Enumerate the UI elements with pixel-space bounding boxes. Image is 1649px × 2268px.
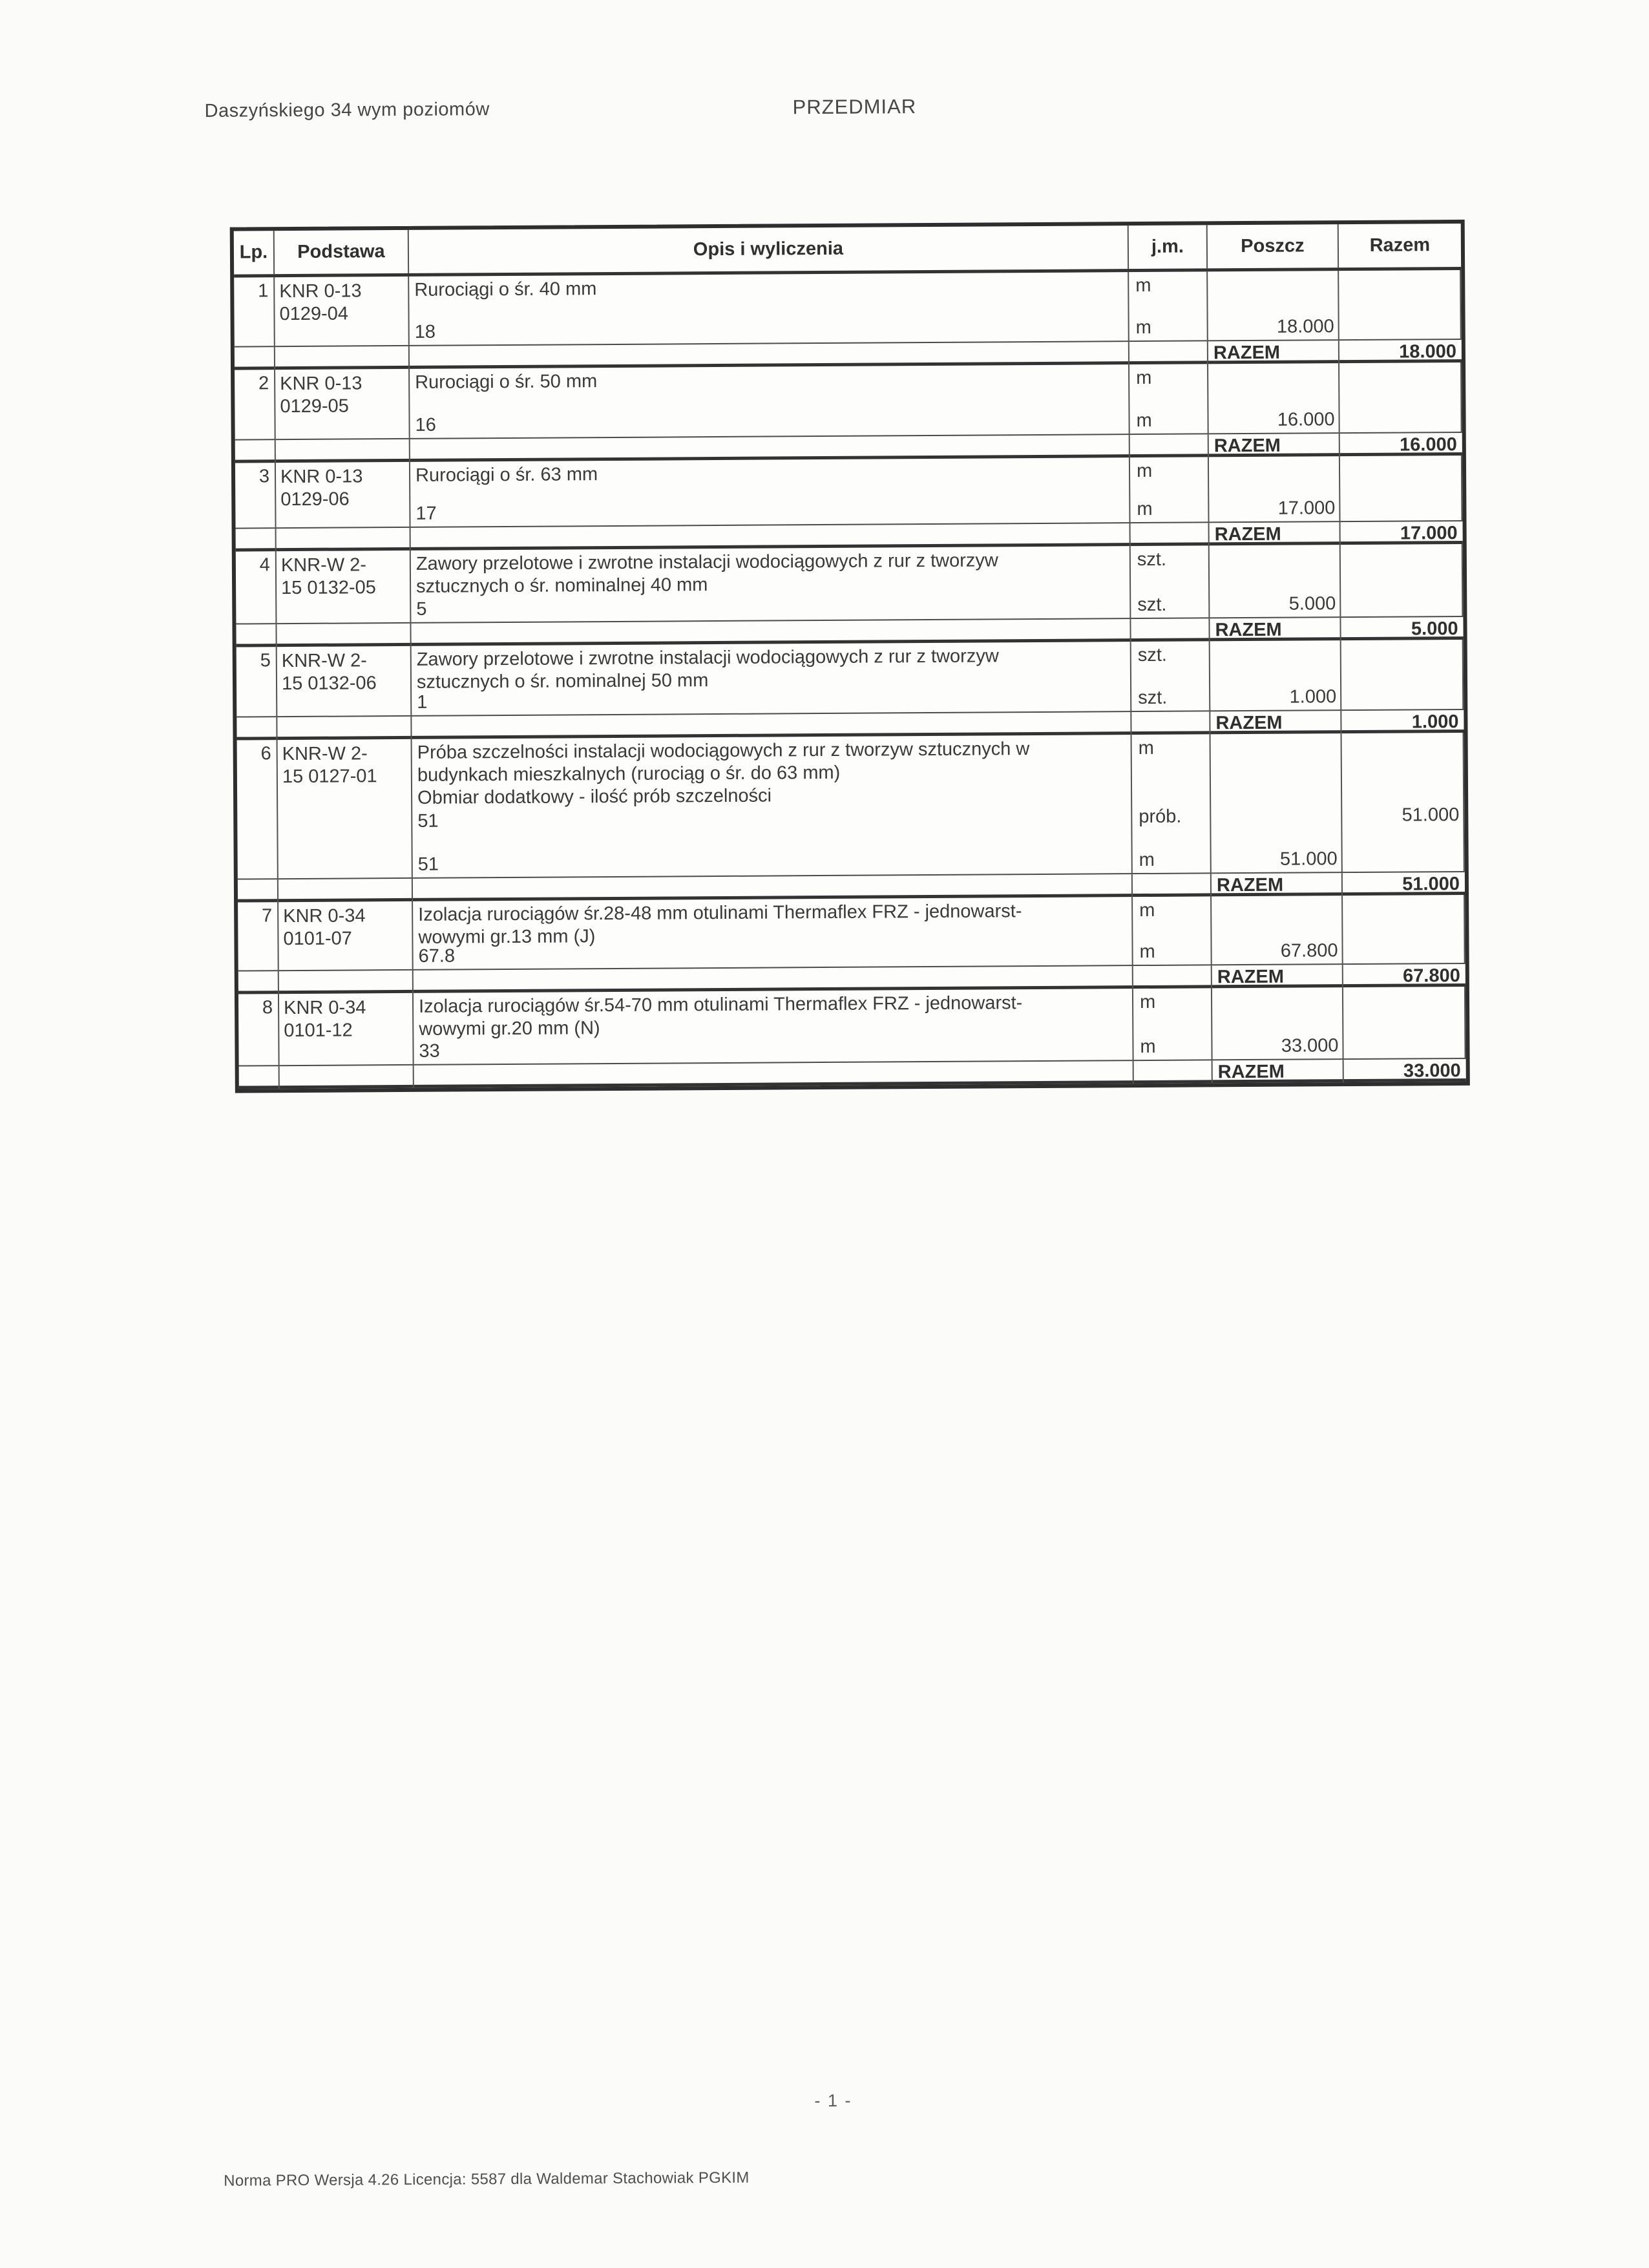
column-header-1: Podstawa <box>275 230 409 274</box>
item-unit: szt. <box>1131 641 1211 711</box>
item-row <box>236 544 1464 624</box>
razem-total-value: 18.000 <box>1399 341 1457 362</box>
description-line: Zawory przelotowe i zwrotne instalacji wodociągowych z rur z tworzyw <box>416 646 999 670</box>
item-unit: m <box>1129 364 1209 434</box>
calc-poszcz-value: 67.800 <box>1280 940 1338 961</box>
razem-spacer <box>238 879 278 902</box>
razem-spacer <box>1130 434 1209 457</box>
razem-total-value: 67.800 <box>1403 965 1460 987</box>
razem-spacer <box>1131 711 1210 735</box>
item-podstawa <box>277 646 412 716</box>
item-poszcz-column <box>1208 363 1340 433</box>
razem-spacer <box>277 528 411 551</box>
razem-spacer <box>1133 965 1212 989</box>
item-lp: 7 <box>238 902 279 970</box>
column-header-3: j.m. <box>1129 225 1208 269</box>
item-poszcz-column <box>1210 640 1342 710</box>
calc-poszcz-value: 5.000 <box>1288 593 1336 614</box>
item-podstawa <box>277 551 412 623</box>
column-header-2: Opis i wyliczenia <box>409 226 1129 273</box>
document-type-heading: PRZEDMIAR <box>792 95 917 119</box>
description-line: wowymi gr.13 mm (J) <box>418 926 596 948</box>
calc-poszcz-value: 51.000 <box>1279 848 1338 870</box>
item-row <box>235 456 1463 528</box>
description-line: budynkach mieszkalnych (rurociąg o śr. do 63 mm) <box>417 762 841 786</box>
calc-expression: 16 <box>415 414 436 436</box>
description-line: Izolacja rurociągów śr.28-48 mm otulinami Thermaflex FRZ - jednowarst- <box>418 901 1022 925</box>
podstawa-line: KNR-W 2- <box>282 743 368 765</box>
item-row <box>235 362 1462 439</box>
podstawa-line: KNR 0-34 <box>283 905 366 927</box>
razem-label: RAZEM <box>1210 618 1341 641</box>
item-row <box>238 895 1465 971</box>
razem-total-value: 17.000 <box>1400 523 1458 544</box>
item-unit: m <box>1129 271 1208 341</box>
razem-label: RAZEM <box>1212 873 1343 896</box>
calc-unit: m <box>1135 317 1151 339</box>
razem-spacer <box>279 971 414 994</box>
razem-spacer <box>236 529 277 551</box>
description-line: wowymi gr.20 mm (N) <box>419 1018 600 1040</box>
razem-label: RAZEM <box>1210 711 1341 734</box>
razem-label: RAZEM <box>1209 434 1340 457</box>
podstawa-line: KNR 0-13 <box>280 466 363 488</box>
item-poszcz-column <box>1209 456 1341 521</box>
item-lp: 5 <box>236 647 278 716</box>
calc-expression: 51 <box>417 854 439 875</box>
razem-spacer <box>238 971 279 994</box>
item-unit: m <box>1133 988 1213 1060</box>
item-razem-column <box>1341 640 1464 709</box>
razem-spacer <box>278 879 413 902</box>
item-row <box>236 640 1464 717</box>
calc-expression: 67.8 <box>418 945 456 967</box>
item-description <box>414 989 1134 1064</box>
razem-total-value: 33.000 <box>1403 1060 1461 1082</box>
calc-razem-value: 51.000 <box>1402 804 1460 826</box>
item-row <box>237 733 1465 879</box>
razem-label: RAZEM <box>1212 965 1343 988</box>
item-lp: 6 <box>237 740 278 878</box>
item-row <box>238 987 1466 1066</box>
description-line: sztucznych o śr. nominalnej 40 mm <box>416 574 708 597</box>
description-line: Rurociągi o śr. 40 mm <box>414 278 597 300</box>
podstawa-line: 0129-04 <box>279 303 349 325</box>
razem-spacer <box>1131 523 1210 546</box>
item-podstawa <box>275 369 410 439</box>
item-razem-column <box>1343 987 1466 1058</box>
item-description <box>409 272 1129 345</box>
razem-spacer <box>1134 1060 1213 1084</box>
document-title: Daszyńskiego 34 wym poziomów <box>204 99 490 121</box>
item-razem-column <box>1343 895 1465 963</box>
item-description <box>410 364 1130 438</box>
item-unit: m <box>1130 457 1210 522</box>
calc-unit: m <box>1140 1036 1156 1058</box>
column-header-4: Poszcz <box>1208 224 1339 268</box>
razem-label: RAZEM <box>1213 1060 1344 1083</box>
item-lp: 1 <box>234 277 275 346</box>
razem-total-value: 5.000 <box>1411 618 1458 640</box>
calc-unit: prób. <box>1139 806 1182 828</box>
item-unit: m <box>1133 896 1212 965</box>
podstawa-line: 0101-07 <box>283 928 352 950</box>
item-lp: 8 <box>238 994 280 1065</box>
item-podstawa <box>275 277 410 346</box>
razem-spacer <box>1133 874 1212 897</box>
item-podstawa <box>279 993 414 1065</box>
razem-spacer <box>235 440 276 463</box>
razem-spacer <box>277 717 412 740</box>
item-description <box>412 735 1133 877</box>
podstawa-line: KNR 0-13 <box>280 373 362 395</box>
calc-unit: m <box>1136 410 1152 432</box>
item-lp: 4 <box>236 551 277 623</box>
podstawa-line: KNR-W 2- <box>280 554 367 576</box>
calc-expression: 51 <box>417 810 439 832</box>
calc-poszcz-value: 1.000 <box>1289 686 1337 708</box>
item-description <box>412 642 1132 715</box>
footer-license-note: Norma PRO Wersja 4.26 Licencja: 5587 dla Waldemar Stachowiak PGKIM <box>224 2168 750 2190</box>
razem-spacer <box>275 346 410 370</box>
item-unit: szt. <box>1131 545 1210 618</box>
calc-expression: 17 <box>415 503 437 524</box>
table-header-row <box>234 224 1461 278</box>
podstawa-line: 0101-12 <box>284 1020 353 1042</box>
razem-spacer <box>277 624 411 647</box>
item-description <box>410 457 1131 527</box>
razem-spacer <box>414 1061 1134 1088</box>
razem-total-value: 1.000 <box>1411 711 1459 733</box>
podstawa-line: 0129-05 <box>280 395 349 417</box>
razem-spacer <box>1129 341 1208 364</box>
calc-poszcz-value: 17.000 <box>1277 498 1336 519</box>
item-razem-column <box>1341 544 1464 616</box>
razem-spacer <box>276 439 410 463</box>
description-line: Próba szczelności instalacji wodociągowych z rur z tworzyw sztucznych w <box>417 739 1030 763</box>
item-podstawa <box>278 739 413 878</box>
razem-spacer <box>1131 618 1210 642</box>
description-line: Obmiar dodatkowy - ilość prób szczelności <box>417 785 772 808</box>
calc-expression: 5 <box>416 598 427 620</box>
razem-label: RAZEM <box>1208 341 1339 364</box>
item-row <box>234 270 1462 346</box>
calc-poszcz-value: 33.000 <box>1281 1035 1339 1056</box>
description-line: Rurociągi o śr. 50 mm <box>415 371 598 393</box>
razem-spacer <box>236 624 277 647</box>
podstawa-line: KNR-W 2- <box>281 650 368 672</box>
column-header-0: Lp. <box>234 231 275 274</box>
razem-spacer <box>280 1066 414 1089</box>
calc-unit: m <box>1139 941 1155 963</box>
item-podstawa <box>278 901 414 970</box>
podstawa-line: 15 0132-05 <box>281 577 376 599</box>
item-razem-column <box>1339 362 1462 432</box>
razem-total-value: 51.000 <box>1402 874 1460 895</box>
item-description <box>411 546 1131 622</box>
item-poszcz-column <box>1210 545 1341 617</box>
item-description <box>413 897 1133 969</box>
item-unit: m <box>1132 734 1212 873</box>
razem-total-value: 16.000 <box>1399 434 1457 456</box>
podstawa-line: KNR 0-13 <box>279 280 362 302</box>
item-lp: 2 <box>235 370 276 439</box>
page-number: - 1 - <box>814 2090 852 2111</box>
razem-spacer <box>235 347 275 370</box>
podstawa-line: KNR 0-34 <box>283 997 366 1019</box>
item-poszcz-column <box>1208 271 1339 340</box>
item-razem-column <box>1342 733 1465 872</box>
razem-spacer <box>239 1066 280 1089</box>
description-line: Izolacja rurociągów śr.54-70 mm otulinami Thermaflex FRZ - jednowarst- <box>418 992 1023 1017</box>
item-poszcz-column <box>1212 896 1343 964</box>
calc-expression: 18 <box>414 321 436 342</box>
calc-poszcz-value: 18.000 <box>1276 316 1334 337</box>
description-line: sztucznych o śr. nominalnej 50 mm <box>416 670 709 693</box>
item-poszcz-column <box>1212 987 1344 1059</box>
przedmiar-table <box>230 220 1470 1093</box>
podstawa-line: 15 0127-01 <box>282 766 377 788</box>
razem-spacer <box>236 717 277 740</box>
calc-expression: 1 <box>417 691 428 713</box>
item-razem-column <box>1340 456 1463 521</box>
calc-unit: szt. <box>1138 687 1168 709</box>
podstawa-line: 0129-06 <box>280 488 350 510</box>
calc-poszcz-value: 16.000 <box>1277 409 1335 430</box>
calc-unit: m <box>1139 849 1155 871</box>
description-line: Rurociągi o śr. 63 mm <box>415 464 598 486</box>
calc-unit: szt. <box>1137 594 1167 616</box>
razem-label: RAZEM <box>1210 522 1341 545</box>
item-poszcz-column <box>1211 733 1343 872</box>
calc-expression: 33 <box>419 1040 440 1062</box>
description-line: Zawory przelotowe i zwrotne instalacji wodociągowych z rur z tworzyw <box>415 550 998 574</box>
item-podstawa <box>276 462 411 527</box>
podstawa-line: 15 0132-06 <box>281 673 377 695</box>
item-razem-column <box>1339 270 1462 339</box>
item-lp: 3 <box>235 463 277 527</box>
column-header-5: Razem <box>1369 235 1431 256</box>
calc-unit: m <box>1137 498 1153 520</box>
